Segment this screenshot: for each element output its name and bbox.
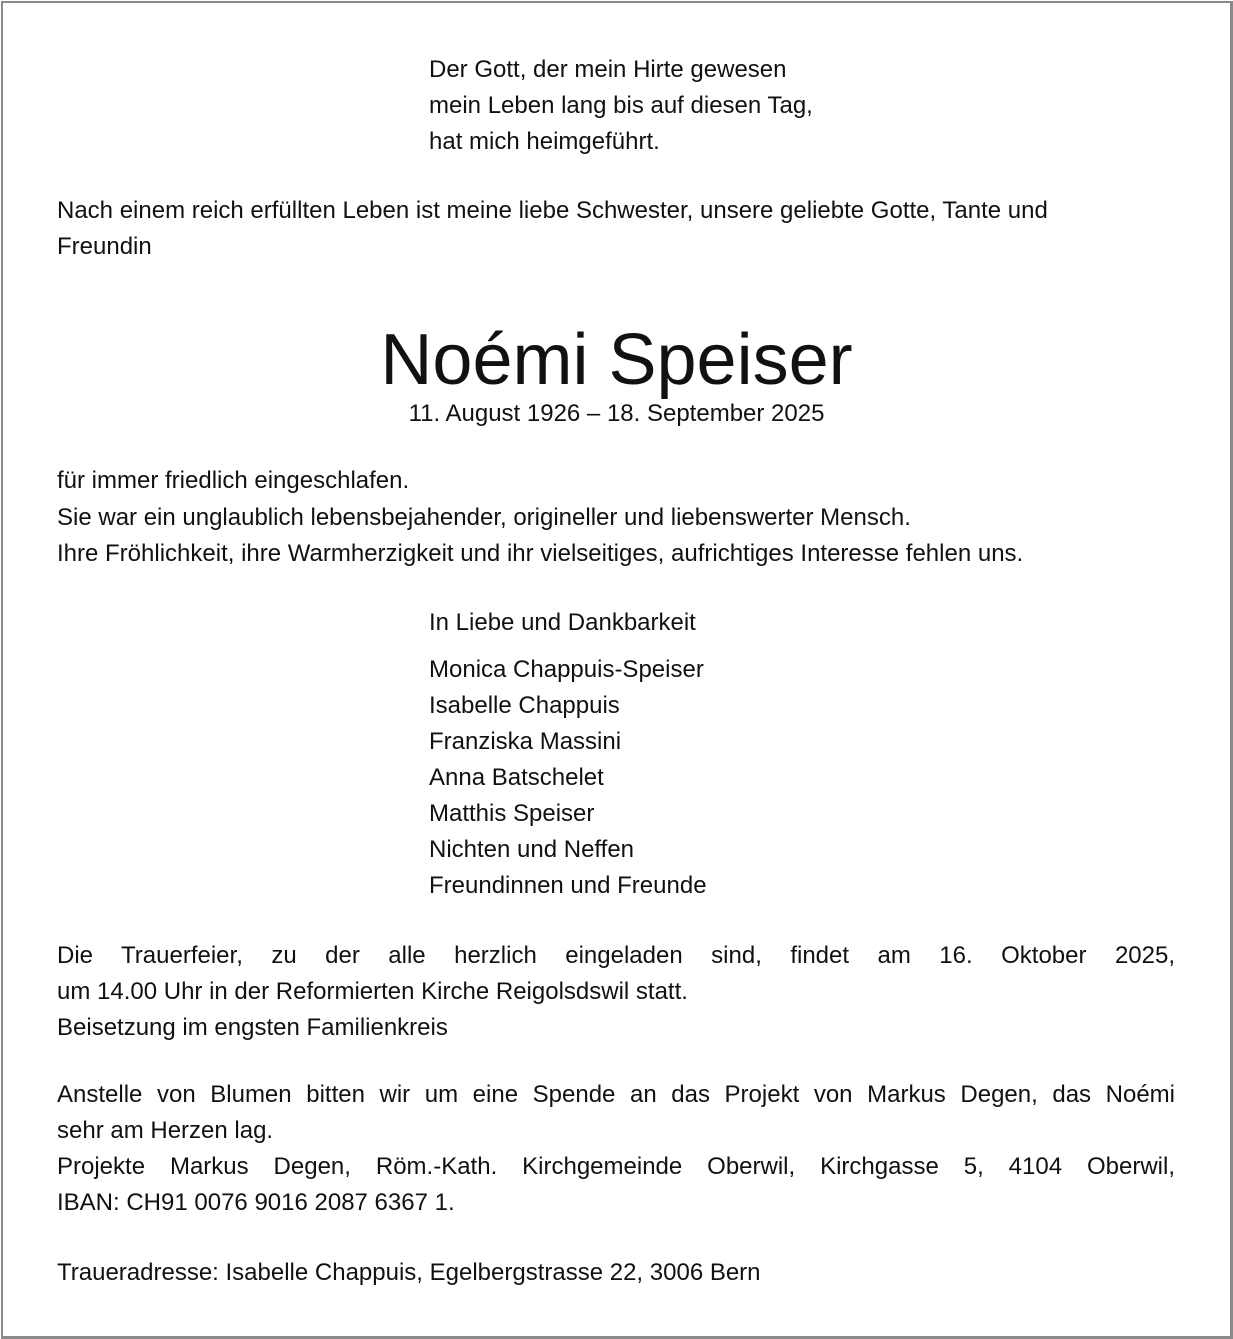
mourner-2: Isabelle Chappuis	[429, 692, 620, 719]
tribute-line-2: Sie war ein unglaublich lebensbejahender, origineller und liebenswerter Mensch.	[57, 504, 911, 531]
service-line-2: um 14.00 Uhr in der Reformierten Kirche Reigolsdswil statt.	[57, 978, 688, 1005]
service-line-3: Beisetzung im engsten Familienkreis	[57, 1014, 448, 1041]
tribute-line-3: Ihre Fröhlichkeit, ihre Warmherzigkeit und ihr vielseitiges, aufrichtiges Interesse fehlen uns.	[57, 540, 1024, 567]
service-info	[57, 938, 1175, 1046]
mourner-4: Anna Batschelet	[429, 764, 604, 791]
donation-info	[57, 1077, 1175, 1221]
tribute-line-1: für immer friedlich eingeschlafen.	[57, 467, 410, 494]
donation-line-3: Projekte Markus Degen, Röm.-Kath. Kirchgemeinde Oberwil, Kirchgasse 5, 4104 Oberwil,	[57, 1153, 1175, 1180]
mourner-1: Monica Chappuis-Speiser	[429, 656, 704, 683]
donation-line-2: sehr am Herzen lag.	[57, 1117, 274, 1144]
donation-line-1: Anstelle von Blumen bitten wir um eine Spende an das Projekt von Markus Degen, das Noémi	[57, 1081, 1175, 1108]
service-line-1: Die Trauerfeier, zu der alle herzlich eingeladen sind, findet am 16. Oktober 2025,	[57, 942, 1175, 969]
mourner-7: Freundinnen und Freunde	[429, 872, 707, 899]
intro-line-2: Freundin	[57, 233, 152, 260]
verse-line-2: mein Leben lang bis auf diesen Tag,	[429, 92, 813, 119]
intro-line-1: Nach einem reich erfüllten Leben ist meine liebe Schwester, unsere geliebte Gotte, Tante und	[57, 197, 1048, 224]
mourner-3: Franziska Massini	[429, 728, 622, 755]
mourner-6: Nichten und Neffen	[429, 836, 635, 863]
deceased-name: Noémi Speiser	[380, 320, 853, 400]
verse-line-1: Der Gott, der mein Hirte gewesen	[429, 56, 787, 83]
closing-phrase: In Liebe und Dankbarkeit	[429, 609, 696, 636]
mourning-address: Traueradresse: Isabelle Chappuis, Egelbergstrasse 22, 3006 Bern	[57, 1259, 761, 1286]
mourner-5: Matthis Speiser	[429, 800, 595, 827]
verse-line-3: hat mich heimgeführt.	[429, 128, 660, 155]
donation-line-4: IBAN: CH91 0076 9016 2087 6367 1.	[57, 1189, 455, 1216]
life-dates: 11. August 1926 – 18. September 2025	[408, 400, 825, 427]
